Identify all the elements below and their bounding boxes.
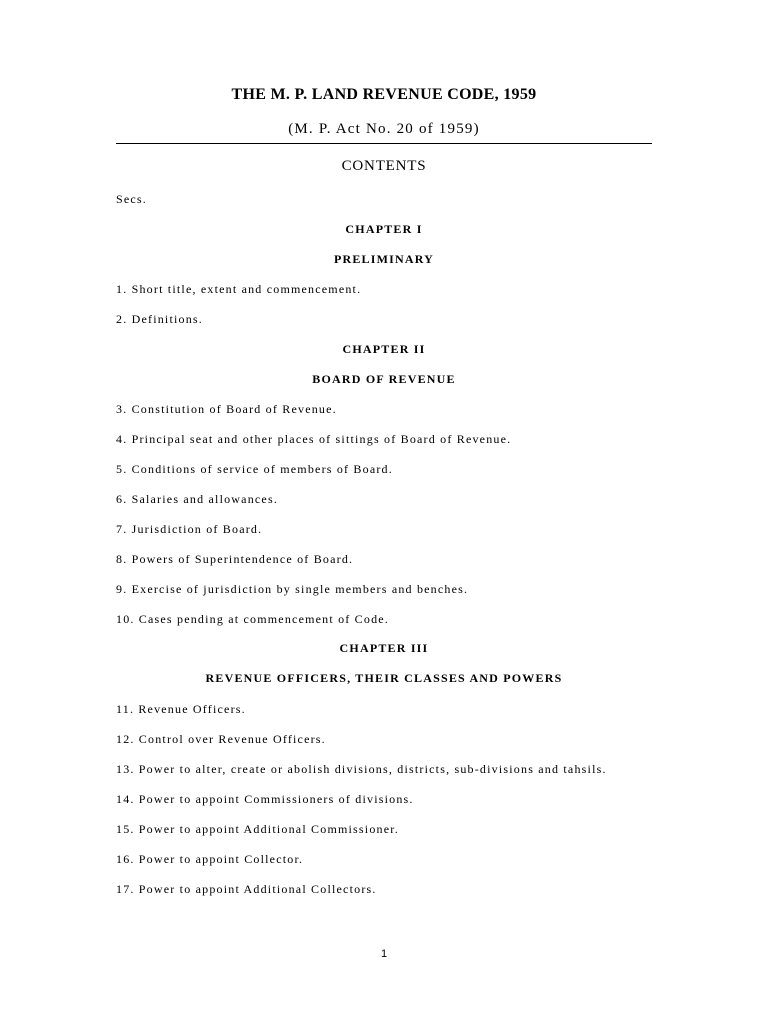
- section-entry: 12. Control over Revenue Officers.: [116, 732, 326, 746]
- section-entry: 5. Conditions of service of members of Board.: [116, 462, 393, 476]
- section-entry: 4. Principal seat and other places of sittings of Board of Revenue.: [116, 432, 512, 446]
- title-divider: [116, 143, 652, 144]
- page-number: 1: [380, 948, 388, 960]
- section-entry: 17. Power to appoint Additional Collectors.: [116, 882, 377, 896]
- section-entry: 3. Constitution of Board of Revenue.: [116, 402, 337, 416]
- chapter-name: REVENUE OFFICERS, THEIR CLASSES AND POWERS: [205, 671, 563, 685]
- chapter-number: CHAPTER III: [339, 641, 429, 655]
- section-entry: 7. Jurisdiction of Board.: [116, 522, 263, 536]
- chapter-name: BOARD OF REVENUE: [312, 372, 456, 386]
- document-title: THE M. P. LAND REVENUE CODE, 1959: [231, 86, 537, 103]
- section-entry: 14. Power to appoint Commissioners of divisions.: [116, 792, 414, 806]
- section-entry: 10. Cases pending at commencement of Code.: [116, 612, 390, 626]
- contents-heading: CONTENTS: [341, 158, 427, 174]
- document-subtitle: (M. P. Act No. 20 of 1959): [288, 121, 480, 137]
- section-entry: 15. Power to appoint Additional Commissioner.: [116, 822, 399, 836]
- section-entry: 1. Short title, extent and commencement.: [116, 282, 362, 296]
- section-entry: 8. Powers of Superintendence of Board.: [116, 552, 354, 566]
- section-entry: 16. Power to appoint Collector.: [116, 852, 304, 866]
- secs-label: Secs.: [116, 192, 147, 206]
- chapter-number: CHAPTER II: [342, 342, 426, 356]
- section-entry: 13. Power to alter, create or abolish divisions, districts, sub-divisions and tahsils.: [116, 762, 607, 776]
- chapter-number: CHAPTER I: [345, 222, 423, 236]
- section-entry: 11. Revenue Officers.: [116, 702, 246, 716]
- section-entry: 9. Exercise of jurisdiction by single members and benches.: [116, 582, 469, 596]
- chapter-name: PRELIMINARY: [333, 252, 435, 266]
- section-entry: 6. Salaries and allowances.: [116, 492, 279, 506]
- section-entry: 2. Definitions.: [116, 312, 203, 326]
